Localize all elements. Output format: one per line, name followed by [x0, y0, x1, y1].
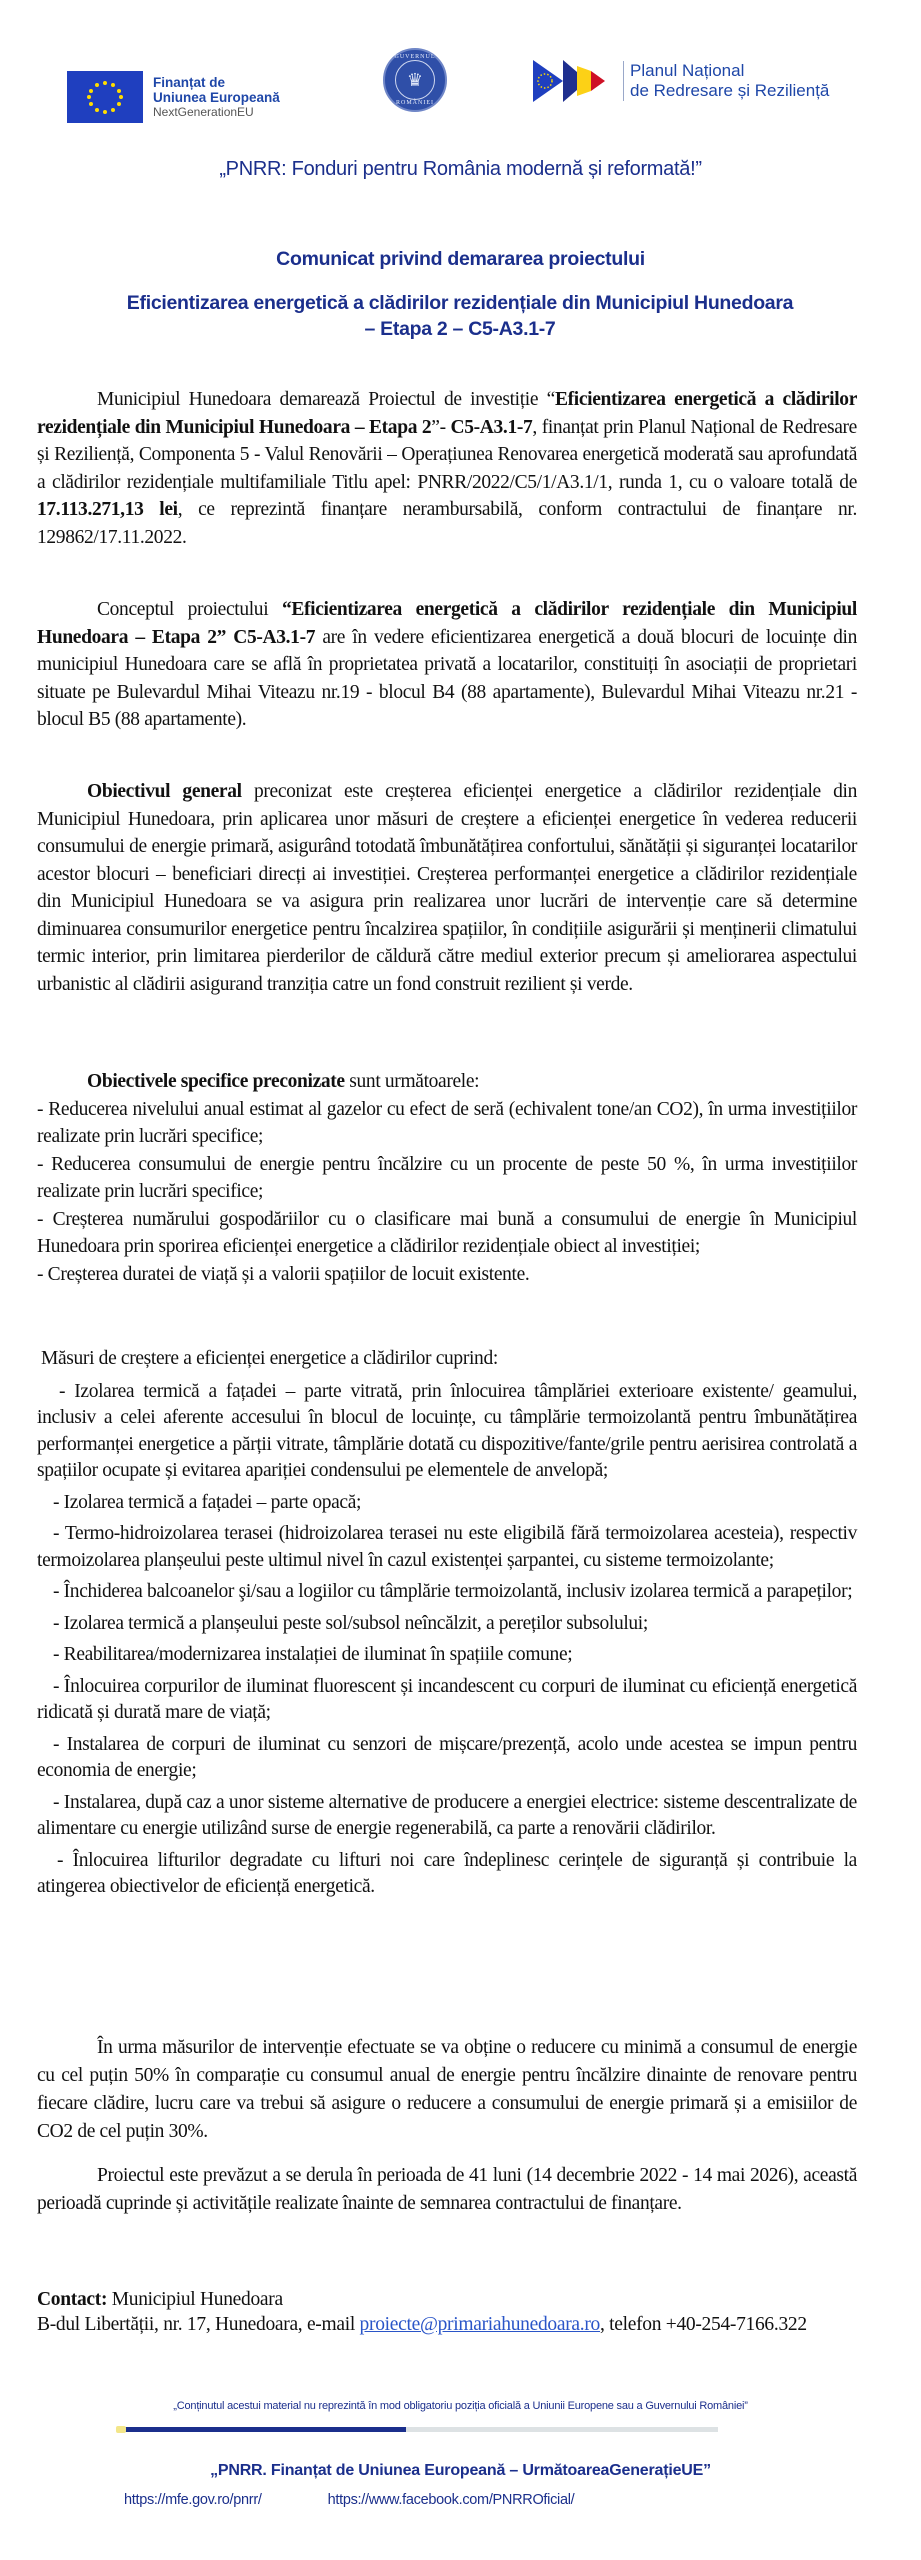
p1-text: , finanțat prin Planul Național de Redresare și Reziliență, Componenta 5 - Valul Renovării – Operațiunea Renovarea energetică moderată sau aprofundată a clădirilor rezidențiale multifamiliale Titlu apel: PNRR/2022/C5/1/A3.1/1, runda 1, cu o valoare totală de	[37, 416, 857, 493]
period-paragraph	[37, 2162, 857, 2218]
period-text: Proiectul este prevăzut a se derula în perioada de 41 luni (14 decembrie 2022 - 14 mai 2026), această perioadă cuprinde și activitățile realizate înainte de semnarea contractului de finanțare.	[37, 2165, 857, 2214]
pnrr-logo	[533, 58, 829, 104]
objective-item: - Creșterea duratei de viață și a valorii spațiilor de locuit existente.	[37, 1263, 530, 1285]
p3-text: preconizat este creșterea eficienței energetice a clădirilor rezidențiale din Municipiul Hunedoara, prin aplicarea unor măsuri de creștere a eficienței energetice în vederea reducerii consumului de energie primară, asigurând totodată îmbunătățirea confortului, sănătății și siguranței locatarilor acestor blocuri – beneficiari direcți ai investiției. Creșterea performanței energetice a clădirilor rezidențiale din Municipiul Hunedoara se va asigura prin realizarea unor lucrări de intervenție care să determine diminuarea consumurilor energetice pentru încalzirea spațiilor, în condițiile asigurării și menținerii climatului termic interior, prin limitarea pierderilor de căldură către mediul exterior precum și ameliorarea aspectului urbanistic al clădirii asigurand tranziția catre un fond construit rezilient și verde.	[37, 781, 857, 995]
footer-links	[124, 2492, 574, 2508]
general-objective-label: Obiectivul general	[87, 781, 242, 802]
pnrr-logo-line2: de Redresare și Reziliență	[630, 81, 830, 100]
measure-item: - Izolarea termică a planșeului peste sol/subsol neîncălzit, a pereților subsolului;	[53, 1612, 648, 1634]
contact-block	[37, 2287, 857, 2337]
project-name-bold: Eficientizarea energetică a clădirilor rezidențiale din Municipiul Hunedoara – Etapa 2	[37, 389, 857, 438]
pnrr-arrows-icon	[533, 58, 615, 104]
p2-text: are în vedere eficientizarea energetică a două blocuri de locuințe din municipiul Hunedoara care se află în proprietatea privată a locatarilor, constituiți în asociații de proprietari situate pe Bulevardul Mihai Viteazu nr.19 - blocul B4 (88 apartamente), Bulevardul Mihai Viteazu nr.21 - blocul B5 (88 apartamente).	[37, 626, 858, 730]
decorative-bar-tip	[116, 2426, 126, 2433]
p1-text: , ce reprezintă finanțare nerambursabilă, conform contractului de finanțare nr. 129862/17.11.2022.	[37, 499, 857, 548]
decorative-bar-fill	[118, 2427, 406, 2432]
romanian-government-logo	[383, 48, 447, 112]
subtitle-line2: – Etapa 2 – C5-A3.1-7	[364, 318, 556, 340]
specific-objectives-label: Obiectivele specifice preconizate	[87, 1071, 345, 1092]
concept-paragraph	[37, 596, 857, 734]
measure-item: - Izolarea termică a fațadei – parte vitrată, prin înlocuirea tâmplăriei exterioare existente/ geamului, inclusiv a celei aferente accesului în blocul de locuințe, cu tâmplărie termoizolantă pentru îmbunătățirea performanței energetice a părții vitrate, tâmplărie dotată cu dispozitive/fante/grile pentru aerisirea controlată a spațiilor ocupate și evitarea apariției condensului pe elementele de anvelopă;	[37, 1380, 857, 1481]
contact-name: Municipiul Hunedoara	[107, 2289, 283, 2310]
project-subtitle	[30, 290, 890, 342]
measure-item: - Închiderea balcoanelor şi/sau a logiilor cu tâmplărie termoizolantă, inclusiv izolarea termică a parapeților;	[53, 1581, 853, 1602]
contact-phone: , telefon +40-254-7166.322	[599, 2314, 807, 2335]
footer-tagline: „PNRR. Finanțat de Uniunea Europeană – UrmătoareaGenerațieUE”	[210, 2462, 711, 2479]
pnrr-logo-line1: Planul Național	[630, 61, 745, 80]
disclaimer: „Conținutul acestui material nu reprezintă în mod obligatoriu poziția oficială a Uniunii Europene sau a Guvernului României”	[173, 2400, 748, 2412]
measure-item: - Instalarea de corpuri de iluminat cu senzori de mișcare/prezență, acolo unde acestea se impun pentru economia de energie;	[37, 1733, 857, 1781]
eu-logo-line2: Uniunea Europeană	[153, 89, 280, 105]
eu-funding-logo	[67, 71, 280, 123]
general-objective-paragraph	[37, 778, 857, 998]
project-code-bold: C5-A3.1-7	[450, 416, 533, 438]
objective-item: - Reducerea consumului de energie pentru încălzire cu un procente de peste 50 %, în urma investițiilor realizate prin lucrări specifice;	[37, 1153, 857, 1202]
measure-item: - Înlocuirea corpurilor de iluminat fluorescent și incandescent cu corpuri de iluminat cu eficiență energetică ridicată și durată mare de viață;	[37, 1675, 857, 1723]
project-name-bold: “Eficientizarea energetică a clădirilor rezidențiale din Municipiul Hunedoara – Etapa 2” C5-A3.1-7	[37, 599, 857, 648]
subtitle-line1: Eficientizarea energetică a clădirilor rezidențiale din Municipiul Hunedoara	[126, 292, 794, 314]
measures-section	[37, 1346, 857, 1901]
romania-coat-of-arms-icon: ♛	[395, 60, 435, 100]
measure-item: - Termo-hidroizolarea terasei (hidroizolarea terasei nu este eligibilă fără termoizolarea acesteia), respectiv termoizolarea planșeului peste ultimul nivel în cazul existenței șarpantei, cu sisteme termoizolante;	[37, 1523, 857, 1571]
specific-objectives-heading-text: sunt următoarele:	[344, 1071, 480, 1092]
specific-objectives	[37, 1068, 857, 1288]
eu-logo-line1: Finanțat de	[153, 74, 226, 90]
measure-item: - Reabilitarea/modernizarea instalației de iluminat în spațiile comune;	[53, 1644, 573, 1665]
eu-logo-line3: NextGenerationEU	[153, 104, 254, 119]
contact-label: Contact:	[37, 2289, 108, 2310]
gov-logo-top-text: GUVERNUL	[394, 54, 436, 60]
p1-text: Municipiul Hunedoara demarează Proiectul de investiție “	[97, 389, 555, 410]
measure-item: - Instalarea, după caz a unor sisteme alternative de producere a energiei electrice: sisteme descentralizate de alimentare cu energie utilizând surse de energie regenerabilă, ca parte a renovării clădirilor.	[37, 1791, 857, 1839]
contact-email-link[interactable]: proiecte@primariahunedoara.ro	[359, 2314, 600, 2335]
slogan: „PNRR: Fonduri pentru România modernă și reformată!”	[219, 158, 702, 180]
measures-heading: Măsuri de creștere a eficienței energetice a clădirilor cuprind:	[41, 1348, 498, 1369]
facebook-link[interactable]: https://www.facebook.com/PNRROficial/	[327, 2492, 575, 2508]
gov-logo-bottom-text: ROMÂNIEI	[396, 100, 434, 106]
p1-text: ”-	[431, 416, 451, 438]
measure-item: - Izolarea termică a fațadei – parte opacă;	[53, 1491, 362, 1513]
mfe-link[interactable]: https://mfe.gov.ro/pnrr/	[124, 2492, 262, 2508]
result-text: În urma măsurilor de intervenție efectuate se va obține o reducere cu minimă a consumul de energie cu cel puțin 50% în comparație cu consumul anual de energie pentru încălzire dinainte de renovare pentru fiecare clădire, lucru care va trebui să asigure o reducere a consumului de energie primară și a emisiilor de CO2 de cel puțin 30%.	[37, 2037, 857, 2142]
total-value-bold: 17.113.271,13 lei	[37, 499, 178, 520]
objective-item: - Reducerea nivelului anual estimat al gazelor cu efect de seră (echivalent tone/an CO2), în urma investițiilor realizate prin lucrări specifice;	[37, 1098, 857, 1147]
p2-text: Conceptul proiectului	[97, 599, 282, 620]
objective-item: - Creșterea numărului gospodăriilor cu o clasificare mai bună a consumului de energie în Municipiul Hunedoara prin sporirea eficienței energetice a clădirilor rezidențiale obiect al investiției;	[37, 1208, 857, 1257]
intro-paragraph	[37, 386, 857, 551]
eu-flag-icon	[67, 71, 143, 123]
page-title: Comunicat privind demararea proiectului	[276, 248, 645, 270]
result-paragraph	[37, 2034, 857, 2146]
decorative-bar	[118, 2427, 718, 2432]
contact-address: B-dul Libertății, nr. 17, Hunedoara, e-mail	[37, 2314, 360, 2335]
measure-item: - Înlocuirea lifturilor degradate cu lifturi noi care îndeplinesc cerințele de siguranță și contribuie la atingerea obiectivelor de eficiență energetică.	[37, 1849, 857, 1897]
